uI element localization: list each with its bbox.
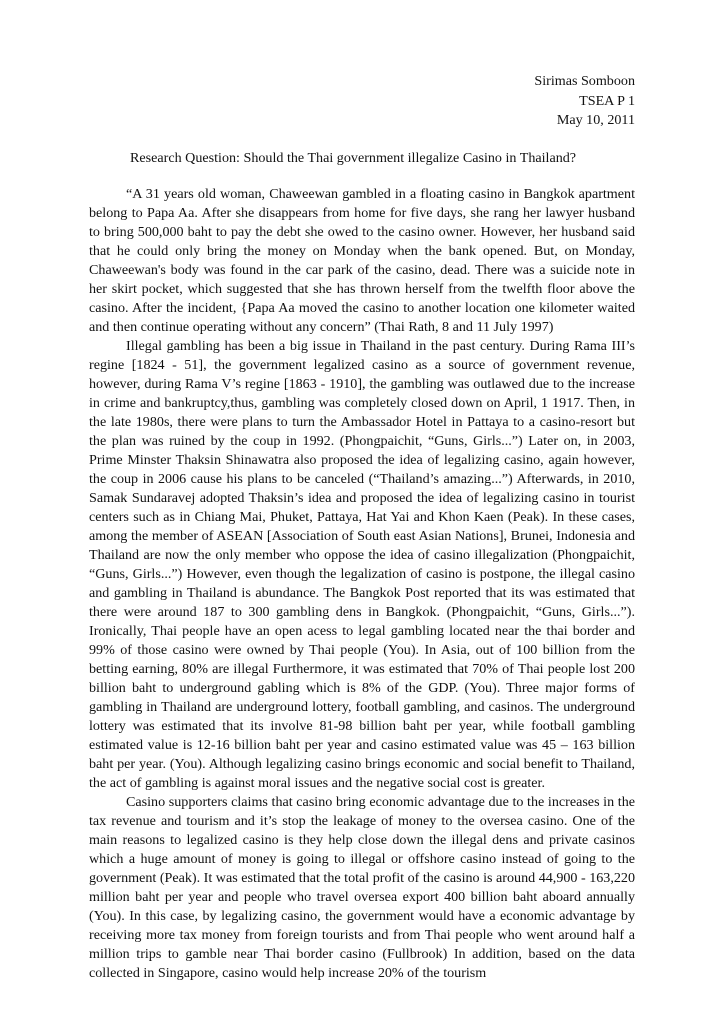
course-code: TSEA P 1 bbox=[579, 92, 635, 109]
author-name: Sirimas Somboon bbox=[534, 73, 635, 89]
paragraph-history: Illegal gambling has been a big issue in Thailand in the past century. During Rama III’s regine [1824 - 51], the government legalized casino as a source of government revenue, however, during Rama V’s regine [1863 - 1910], the gambling was outlawed due to the increase in crime and bankruptcy,thus, gambling was completely closed down on April, 1 1917. Then, in the late 1980s, there were plans to turn the Ambassador Hotel in Pattaya to a casino-resort but the plan was ruined by the coup in 1992. (Phongpaichit, “Guns, Girls...”) Later on, in 2003, Prime Minster Thaksin Shinawatra also proposed the idea of legalizing casino, again however, the coup in 2006 cause his plans to be canceled (“Thailand’s amazing...”) Afterwards, in 2010, Samak Sundaravej adopted Thaksin’s idea and proposed the idea of legalizing casino in tourist centers such as in Chiang Mai, Phuket, Pattaya, Hat Yai and Khon Kaen (Peak). In these cases, among the member of ASEAN [Association of South east Asian Nations], Brunei, Indonesia and Thailand are now the only member who oppose the idea of casino illegalization (Phongpaichit, “Guns, Girls...”) However, even though the legalization of casino is postpone, the illegal casino and gambling in Thailand is abundance. The Bangkok Post reported that its was estimated that there were around 187 to 300 gambling dens in Bangkok. (Phongpaichit, “Guns, Girls...”). Ironically, Thai people have an open acess to legal gambling located near the thai border and 99% of those casino were owned by Thai people (You). In Asia, out of 100 billion from the betting earning, 80% are illegal Furthermore, it was estimated that 70% of Thai people lost 200 billion baht to underground gabling which is 8% of the GDP. (You). Three major forms of gambling in Thailand are underground lottery, football gambling, and casinos. The underground lottery was estimated that its involve 81-98 billion baht per year, while football gambling estimated value is 12-16 billion baht per year and casino estimated value was 45 – 163 billion baht per year. (You). Although legalizing casino brings economic and social benefit to Thailand, the act of gambling is against moral issues and the negative social cost is greater. bbox=[89, 338, 635, 791]
research-question: Research Question: Should the Thai government illegalize Casino in Thailand? bbox=[130, 149, 577, 166]
paragraph-intro: “A 31 years old woman, Chaweewan gambled in a floating casino in Bangkok apartment belong to Papa Aa. After she disappears from home for five days, she rang her lawyer husband to bring 500,000 baht to pay the debt she owed to the casino owner. However, her husband said that he could only bring the money on Monday when the bank opened. But, on Monday, Chaweewan's body was found in the car park of the casino, dead. There was a suicide note in her skirt pocket, which suggested that she has thrown herself from the twelfth floor above the casino. After the incident, {Papa Aa moved the casino to another location one kilometer waited and then continue operating without any concern” (Thai Rath, 8 and 11 July 1997) bbox=[89, 186, 635, 335]
header-block bbox=[89, 72, 635, 131]
document-page bbox=[89, 72, 635, 983]
document-date: May 10, 2011 bbox=[556, 112, 635, 128]
paragraph-supporters: Casino supporters claims that casino bring economic advantage due to the increases in the tax revenue and tourism and it’s stop the leakage of money to the oversea casino. One of the main reasons to legalized casino is they help close down the illegal dens and private casinos which a huge amount of money is going to illegal or offshore casino instead of going to the government (Peak). It was estimated that the total profit of the casino is around 44,900 - 163,220 million baht per year and people who travel oversea export 400 billion baht aboard annually (You). In this case, by legalizing casino, the government would have a economic advantage by receiving more tax money from foreign tourists and from Thai people who went around half a million trips to gamble near Thai border casino (Fullbrook) In addition, based on the data collected in Singapore, casino would help increase 20% of the tourism bbox=[89, 794, 636, 981]
